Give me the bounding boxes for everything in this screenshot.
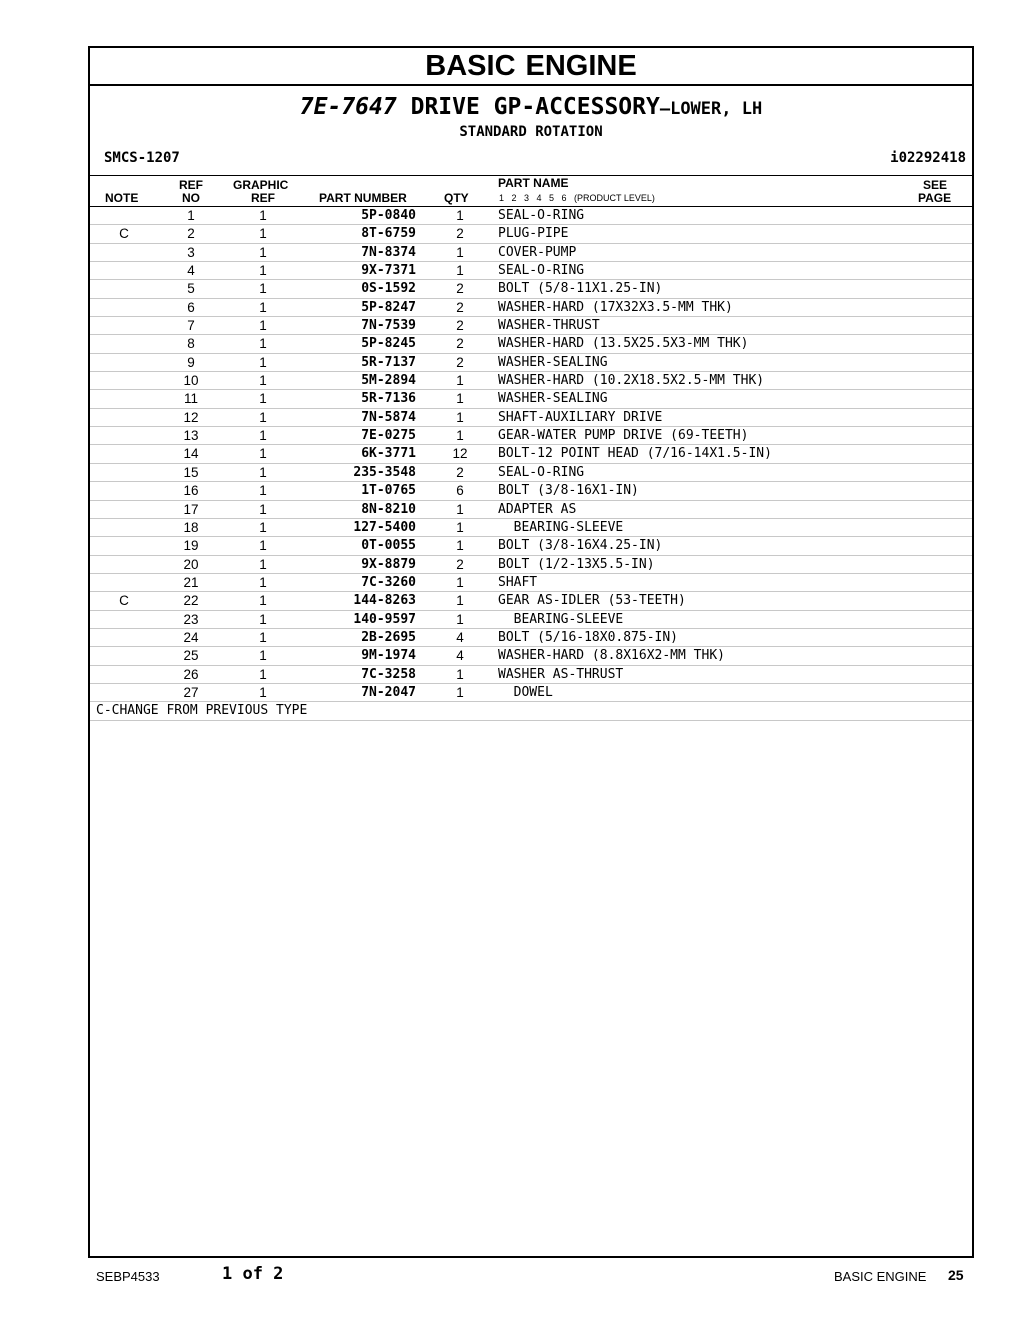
part-number-cell: 127-5400 [353,519,416,535]
part-number-cell: 144-8263 [353,593,416,609]
part-name-cell: BEARING-SLEEVE [498,519,624,535]
part-number-cell: 9X-7371 [361,263,416,279]
ref-no-cell: 24 [183,629,199,645]
table-row [90,684,972,702]
part-name-cell: WASHER-HARD (13.5X25.5X3-MM THK) [498,336,749,352]
qty-cell: 1 [456,684,464,700]
part-name-cell: GEAR AS-IDLER (53-TEETH) [498,593,686,609]
graphic-ref-cell: 1 [259,409,267,425]
table-row [90,629,972,647]
part-number-cell: 5P-8245 [361,336,416,352]
graphic-ref-cell: 1 [259,428,267,444]
qty-cell: 4 [456,629,464,645]
graphic-ref-cell: 1 [259,611,267,627]
note-column-header: NOTE [105,191,139,205]
qty-cell: 1 [456,208,464,223]
ref-column-header-top: REF [179,178,203,192]
table-row [90,409,972,427]
part-number-cell: 7N-5874 [361,409,416,425]
table-row [90,262,972,280]
ref-no-cell: 8 [187,336,195,352]
note-cell: C [119,593,129,609]
title-word-2: ENGINE [525,50,637,82]
part-name-cell: WASHER AS-THRUST [498,666,624,682]
part-number-cell: 5R-7136 [361,391,416,407]
qty-cell: 1 [456,574,464,590]
ref-no-cell: 16 [183,483,199,499]
table-row [90,390,972,408]
table-row [90,207,972,225]
ref-no-cell: 17 [183,501,199,517]
page-title [90,48,972,86]
see-page-header-top: SEE [923,178,948,192]
part-number-cell: 0T-0055 [361,538,416,554]
part-name-cell: WASHER-SEALING [498,391,608,407]
graphic-ref-cell: 1 [259,336,267,352]
page-footer [0,1264,1020,1288]
part-number-cell: 7E-0275 [361,428,416,444]
graphic-ref-cell: 1 [259,648,267,664]
graphic-ref-cell: 1 [259,263,267,279]
part-name-cell: SEAL-O-RING [498,263,585,279]
table-row [90,335,972,353]
table-row [90,482,972,500]
part-number-cell: 0S-1592 [361,281,416,297]
part-name-cell: BOLT (5/16-18X0.875-IN) [498,629,679,645]
table-row [90,445,972,463]
graphic-ref-cell: 1 [259,373,267,389]
qty-cell: 6 [456,483,464,499]
ref-column-header-bottom: NO [182,191,200,205]
footnote-row [90,702,972,720]
graphic-ref-cell: 1 [259,318,267,334]
qty-cell: 1 [456,501,464,517]
part-name-cell: BOLT (3/8-16X1-IN) [498,483,639,499]
qty-cell: 1 [456,391,464,407]
part-name-cell: BOLT (5/8-11X1.25-IN) [498,281,663,297]
part-number-cell: 5R-7137 [361,354,416,370]
group-header [90,86,972,176]
ref-no-cell: 12 [183,409,199,425]
graphic-ref-cell: 1 [259,354,267,370]
rotation-label: STANDARD ROTATION [459,124,603,140]
ref-no-cell: 13 [183,428,199,444]
ref-no-cell: 3 [187,244,195,260]
ref-no-cell: 7 [187,318,195,334]
ref-no-cell: 26 [183,666,199,682]
note-cell: C [119,226,129,242]
table-row [90,592,972,610]
part-name-cell: GEAR-WATER PUMP DRIVE (69-TEETH) [498,428,749,444]
table-row [90,537,972,555]
graphic-ref-cell: 1 [259,684,267,700]
qty-cell: 1 [456,666,464,682]
table-row [90,501,972,519]
part-name-cell: WASHER-HARD (8.8X16X2-MM THK) [498,648,725,664]
graphic-ref-cell: 1 [259,281,267,297]
ref-no-cell: 6 [187,299,195,315]
part-name-cell: BOLT-12 POINT HEAD (7/16-14X1.5-IN) [498,446,772,462]
part-name-cell: BOLT (1/2-13X5.5-IN) [498,556,655,572]
graphic-ref-cell: 1 [259,593,267,609]
table-row [90,244,972,262]
group-title [90,94,972,120]
graphic-ref-cell: 1 [259,501,267,517]
table-row [90,225,972,243]
graphic-ref-cell: 1 [259,666,267,682]
part-number-cell: 8N-8210 [361,501,416,517]
page-frame [88,46,974,1258]
see-page-header-bottom: PAGE [918,191,952,205]
ref-no-cell: 14 [183,446,199,462]
graphic-ref-cell: 1 [259,208,267,223]
part-name-cell: SEAL-O-RING [498,208,585,223]
ref-no-cell: 25 [183,648,199,664]
part-name-cell: SEAL-O-RING [498,464,585,480]
part-name-cell: WASHER-THRUST [498,318,600,334]
ref-no-cell: 4 [187,263,195,279]
page-number: 25 [948,1267,964,1283]
part-number-cell: 140-9597 [353,611,416,627]
part-name-cell: WASHER-HARD (10.2X18.5X2.5-MM THK) [498,373,765,389]
qty-cell: 2 [456,556,464,572]
ref-no-cell: 23 [183,611,199,627]
page-of-count: 1 of 2 [222,1264,284,1284]
ref-no-cell: 15 [183,464,199,480]
table-row [90,556,972,574]
part-number-cell: 5M-2894 [361,373,416,389]
title-word-1: BASIC [425,50,516,82]
smcs-code: SMCS-1207 [104,150,180,166]
part-number-cell: 8T-6759 [361,226,416,242]
qty-cell: 1 [456,373,464,389]
part-number-cell: 6K-3771 [361,446,416,462]
qty-cell: 1 [456,428,464,444]
part-name-cell: DOWEL [498,684,553,700]
part-name-cell: SHAFT-AUXILIARY DRIVE [498,409,663,425]
qty-cell: 1 [456,263,464,279]
ref-no-cell: 22 [183,593,199,609]
ref-no-cell: 5 [187,281,195,297]
group-part-code: 7E-7647 [299,94,397,120]
part-number-cell: 7N-7539 [361,318,416,334]
ref-no-cell: 11 [183,391,198,407]
qty-cell: 2 [456,299,464,315]
graphic-ref-cell: 1 [259,299,267,315]
part-name-cell: SHAFT [498,574,538,590]
group-description: DRIVE GP-ACCESSORY [410,94,660,120]
footer-section: BASIC ENGINE [834,1269,927,1284]
table-row [90,574,972,592]
part-number-cell: 2B-2695 [361,629,416,645]
part-name-cell: WASHER-HARD (17X32X3.5-MM THK) [498,299,733,315]
graphic-ref-cell: 1 [259,556,267,572]
table-row [90,464,972,482]
part-number-cell: 235-3548 [353,464,416,480]
column-headers [90,176,972,207]
footnote-text: C-CHANGE FROM PREVIOUS TYPE [96,703,308,719]
table-row [90,427,972,445]
graphic-ref-header-bottom: REF [251,191,275,205]
graphic-ref-cell: 1 [259,519,267,535]
qty-cell: 2 [456,318,464,334]
ref-no-cell: 20 [183,556,199,572]
part-number-cell: 7C-3258 [361,666,416,682]
part-name-cell: BOLT (3/8-16X4.25-IN) [498,538,663,554]
graphic-ref-cell: 1 [259,446,267,462]
graphic-ref-cell: 1 [259,483,267,499]
part-number-cell: 7C-3260 [361,574,416,590]
qty-cell: 2 [456,226,464,242]
table-row [90,280,972,298]
document-id: i02292418 [890,150,966,166]
part-number-cell: 7N-8374 [361,244,416,260]
part-number-cell: 5P-8247 [361,299,416,315]
table-row [90,372,972,390]
ref-no-cell: 10 [183,373,199,389]
ref-no-cell: 21 [183,574,199,590]
table-row [90,354,972,372]
ref-no-cell: 19 [183,538,199,554]
part-number-column-header: PART NUMBER [319,191,407,205]
part-name-cell: BEARING-SLEEVE [498,611,624,627]
qty-cell: 1 [456,593,464,609]
graphic-ref-cell: 1 [259,244,267,260]
part-number-cell: 9X-8879 [361,556,416,572]
qty-cell: 12 [452,446,468,462]
document-number: SEBP4533 [96,1269,160,1284]
qty-cell: 2 [456,354,464,370]
ref-no-cell: 27 [183,684,199,700]
qty-column-header: QTY [444,191,469,205]
table-row [90,647,972,665]
qty-cell: 1 [456,244,464,260]
part-name-cell: COVER-PUMP [498,244,577,260]
graphic-ref-cell: 1 [259,391,267,407]
qty-cell: 1 [456,538,464,554]
qty-cell: 1 [456,409,464,425]
graphic-ref-cell: 1 [259,629,267,645]
qty-cell: 1 [456,519,464,535]
ref-no-cell: 9 [187,354,195,370]
part-number-cell: 7N-2047 [361,684,416,700]
part-number-cell: 5P-0840 [361,208,416,223]
qty-cell: 2 [456,281,464,297]
parts-table [90,207,972,721]
group-suffix: —LOWER, LH [659,99,763,119]
qty-cell: 2 [456,464,464,480]
part-name-column-header: PART NAME [498,176,569,190]
part-name-cell: ADAPTER AS [498,501,577,517]
part-number-cell: 1T-0765 [361,483,416,499]
table-row [90,299,972,317]
qty-cell: 2 [456,336,464,352]
graphic-ref-cell: 1 [259,538,267,554]
graphic-ref-header-top: GRAPHIC [233,178,289,192]
ref-no-cell: 1 [187,208,195,223]
product-level-header: 1 2 3 4 5 6 (PRODUCT LEVEL) [499,193,655,203]
graphic-ref-cell: 1 [259,574,267,590]
part-name-cell: PLUG-PIPE [498,226,569,242]
qty-cell: 4 [456,648,464,664]
qty-cell: 1 [456,611,464,627]
part-number-cell: 9M-1974 [361,648,416,664]
ref-no-cell: 2 [187,226,195,242]
table-row [90,611,972,629]
table-row [90,666,972,684]
table-row [90,519,972,537]
graphic-ref-cell: 1 [259,226,267,242]
table-row [90,317,972,335]
ref-no-cell: 18 [183,519,199,535]
graphic-ref-cell: 1 [259,464,267,480]
part-name-cell: WASHER-SEALING [498,354,608,370]
